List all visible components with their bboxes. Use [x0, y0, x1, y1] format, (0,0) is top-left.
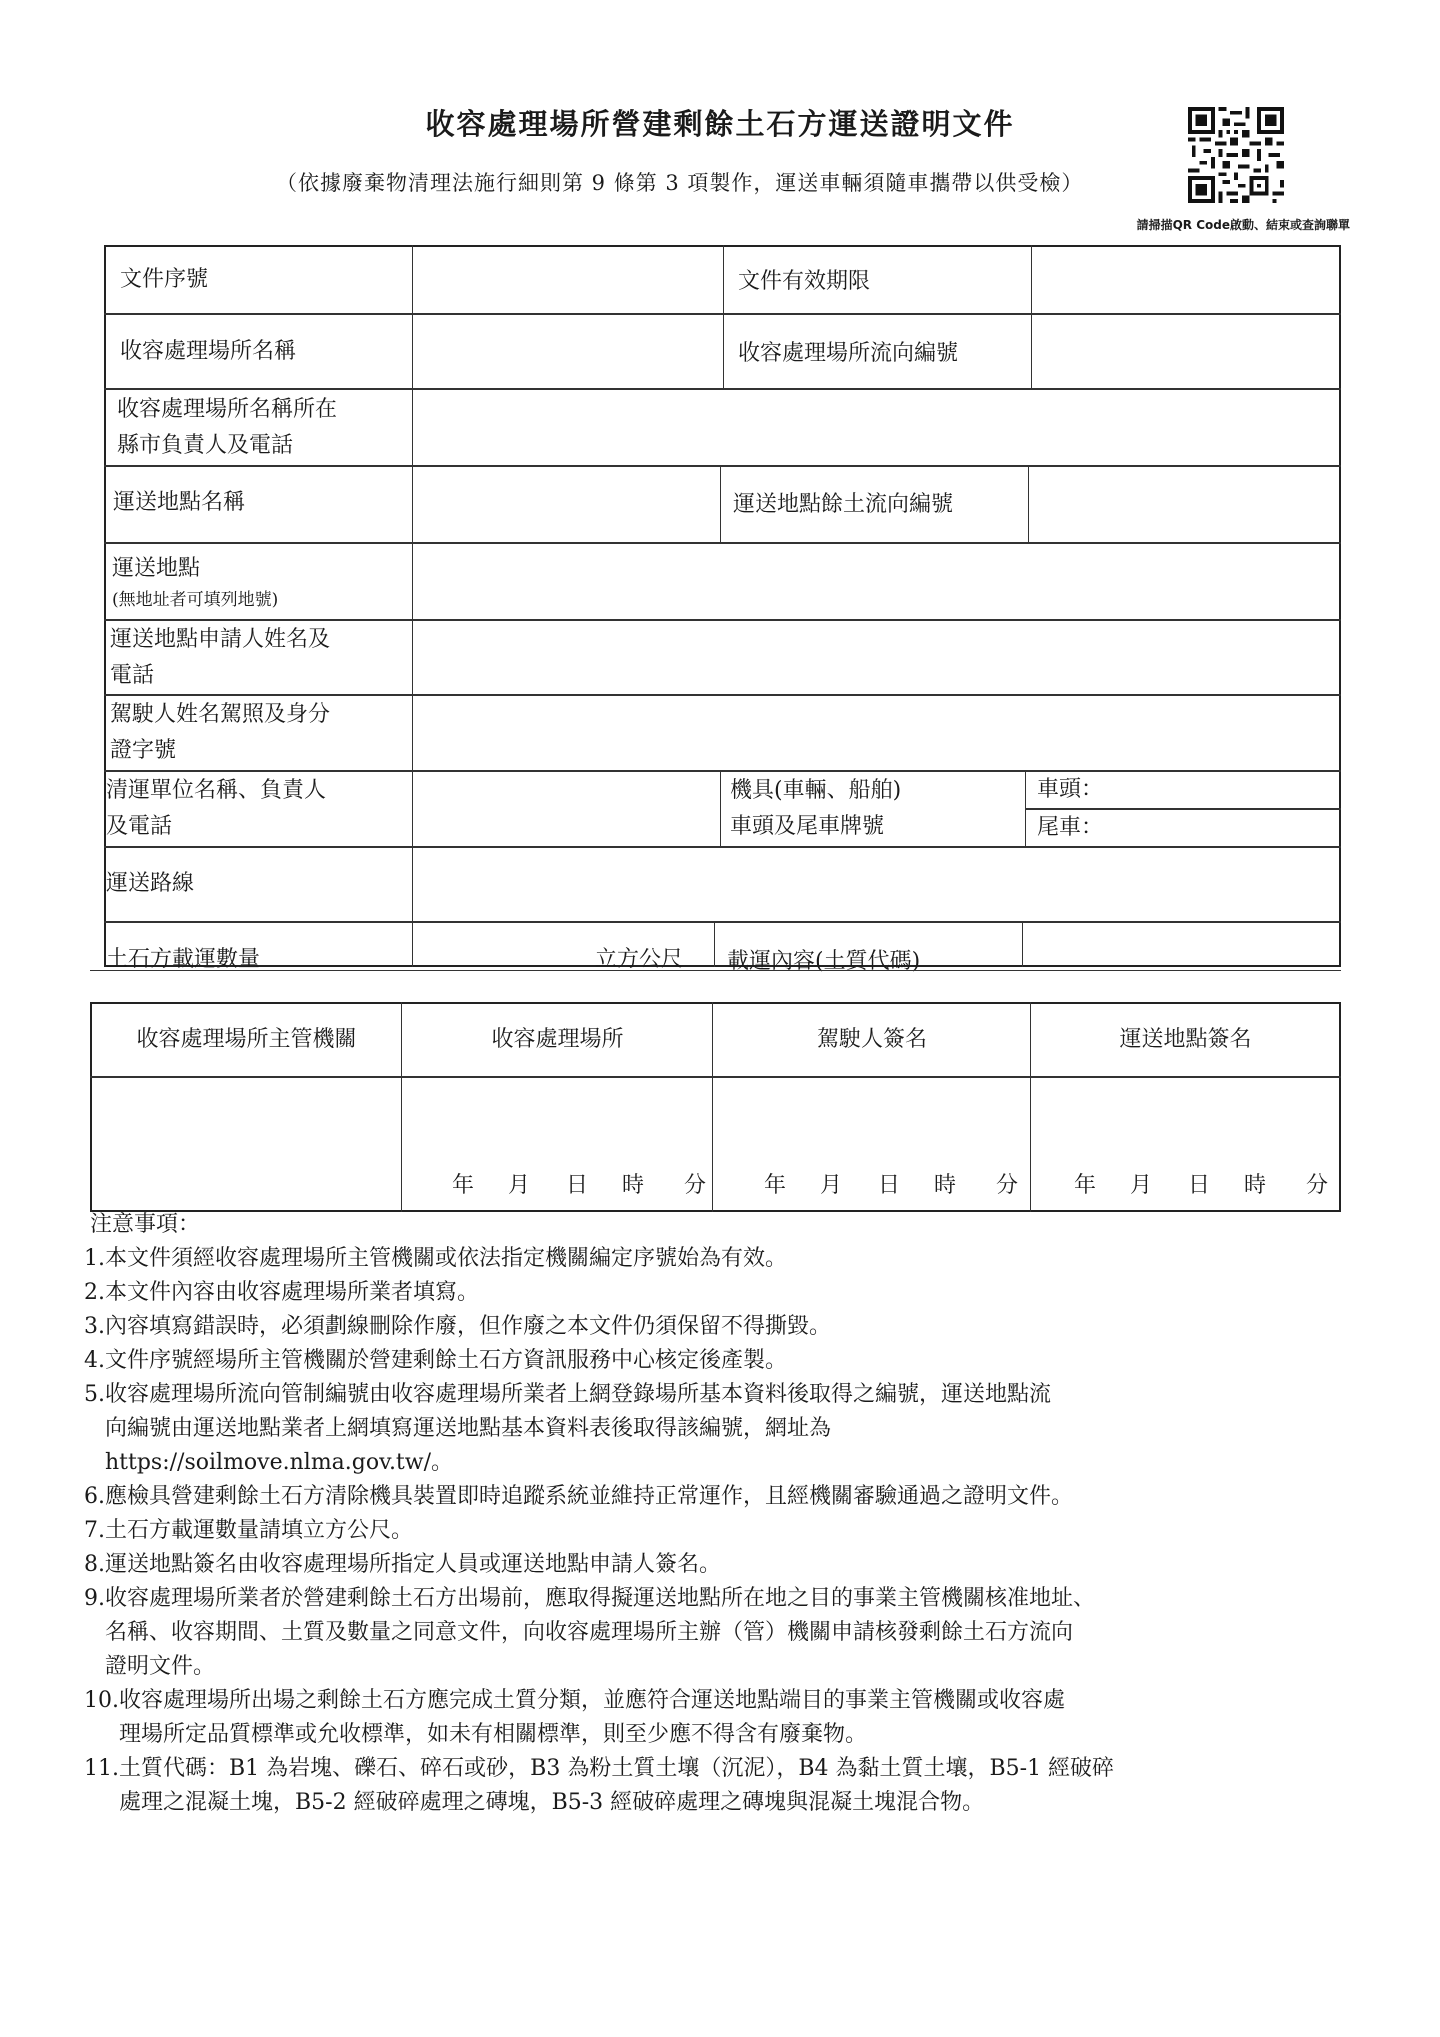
note-item — [84, 1276, 1384, 1310]
quantity-label: 土石方載運數量 — [106, 947, 261, 972]
doc-serial-label: 文件序號 — [120, 267, 209, 292]
minute-unit: 分 — [684, 1173, 707, 1198]
col-divider — [1031, 245, 1032, 388]
note-item — [84, 1752, 1384, 1820]
note-number: 2. — [84, 1280, 105, 1305]
note-text-line: 收容處理場所出場之剩餘土石方應完成土質分類，並應符合運送地點端目的事業主管機關或收容處 — [119, 1688, 1066, 1713]
tractor-plate-label: 車頭： — [1037, 777, 1104, 802]
note-item — [84, 1344, 1384, 1378]
row-divider — [90, 970, 1341, 971]
note-item — [84, 1514, 1384, 1548]
month-unit: 月 — [820, 1173, 843, 1198]
note-item — [84, 1684, 1384, 1752]
applicant-label — [110, 621, 330, 694]
qr-caption: 請掃描QR Code啟動、結束或查詢聯單 — [1136, 218, 1350, 232]
applicant-label-line1: 運送地點申請人姓名及 — [110, 626, 331, 652]
driver-info-label — [110, 696, 330, 770]
trailer-plate-label: 尾車： — [1037, 815, 1104, 840]
facility-name-field[interactable] — [414, 315, 721, 388]
year-unit: 年 — [1074, 1173, 1097, 1198]
content-code-label: 載運內容(土質代碼) — [727, 949, 921, 974]
col-divider — [1022, 921, 1023, 967]
year-unit: 年 — [764, 1173, 787, 1198]
hauler-label-line2: 及電話 — [106, 814, 173, 839]
facility-location-label — [117, 390, 337, 465]
notes-section — [84, 1208, 1384, 1820]
note-text-line: 收容處理場所業者於營建剩餘土石方出場前，應取得擬運送地點所在地之目的事業主管機關核准地址、 — [105, 1586, 1096, 1611]
col-divider — [401, 1002, 402, 1212]
tractor-plate-field[interactable] — [1037, 772, 1339, 808]
note-text-line: 向編號由運送地點業者上網填寫運送地點基本資料表後取得該編號，網址為 — [105, 1416, 832, 1441]
note-text-line: 運送地點簽名由收容處理場所指定人員或運送地點申請人簽名。 — [105, 1552, 722, 1577]
facility-name-label: 收容處理場所名稱 — [120, 339, 297, 364]
vehicle-plate-label — [730, 772, 901, 846]
note-text-line: 本文件須經收容處理場所主管機關或依法指定機關編定序號始為有效。 — [105, 1246, 788, 1271]
note-text-line: 處理之混凝土塊，B5-2 經破碎處理之磚塊，B5-3 經破碎處理之磚塊與混凝土塊混合物。 — [119, 1790, 985, 1815]
note-item — [84, 1480, 1384, 1514]
col-divider — [720, 465, 721, 542]
driver-info-label-line2: 證字號 — [110, 738, 177, 763]
note-text-line: 本文件內容由收容處理場所業者填寫。 — [105, 1280, 480, 1305]
facility-sign-header: 收容處理場所 — [491, 1027, 624, 1052]
doc-serial-field[interactable] — [414, 247, 721, 313]
note-number: 9. — [84, 1586, 105, 1611]
day-unit: 日 — [566, 1173, 589, 1198]
col-divider — [412, 245, 413, 967]
note-item — [84, 1242, 1384, 1276]
quantity-field[interactable] — [414, 923, 614, 967]
site-address-note: (無地址者可填列地號) — [112, 589, 279, 610]
facility-location-label-line1: 收容處理場所名稱所在 — [117, 396, 338, 422]
note-number: 5. — [84, 1382, 105, 1407]
year-unit: 年 — [452, 1173, 475, 1198]
note-number: 7. — [84, 1518, 105, 1543]
site-flow-no-label: 運送地點餘土流向編號 — [733, 492, 954, 517]
vehicle-plate-label-line1: 機具(車輛、船舶) — [730, 778, 902, 803]
document-subtitle: （依據廢棄物清理法施行細則第 9 條第 3 項製作，運送車輛須隨車攜帶以供受檢） — [276, 171, 1084, 195]
route-label: 運送路線 — [106, 871, 195, 896]
col-divider — [714, 921, 715, 967]
note-item — [84, 1310, 1384, 1344]
note-item — [84, 1378, 1384, 1480]
col-divider — [720, 770, 721, 846]
note-number: 11. — [84, 1756, 119, 1781]
hour-unit: 時 — [622, 1173, 645, 1198]
note-number: 6. — [84, 1484, 105, 1509]
hauler-label-line1: 清運單位名稱、負責人 — [106, 778, 327, 803]
document-title: 收容處理場所營建剩餘土石方運送證明文件 — [425, 107, 1015, 141]
hauler-field[interactable] — [414, 772, 719, 846]
trailer-plate-field[interactable] — [1037, 810, 1339, 846]
col-divider — [712, 1002, 713, 1212]
col-divider — [1025, 770, 1026, 846]
content-code-field[interactable] — [1024, 923, 1339, 967]
note-text-line: 土質代碼：B1 為岩塊、礫石、碎石或砂，B3 為粉土質土壤（沉泥），B4 為黏土質土壤，B5-1 經破碎 — [119, 1756, 1115, 1781]
col-divider — [1030, 1002, 1031, 1212]
note-text-line: 名稱、收容期間、土質及數量之同意文件，向收容處理場所主辦（管）機關申請核發剩餘土石方流向 — [105, 1620, 1074, 1645]
hour-unit: 時 — [1244, 1173, 1267, 1198]
day-unit: 日 — [1188, 1173, 1211, 1198]
notes-list — [84, 1242, 1384, 1820]
note-text-line: 文件序號經場所主管機關於營建剩餘土石方資訊服務中心核定後產製。 — [105, 1348, 788, 1373]
hour-unit: 時 — [934, 1173, 957, 1198]
note-number: 4. — [84, 1348, 105, 1373]
note-text-line: 土石方載運數量請填立方公尺。 — [105, 1518, 414, 1543]
month-unit: 月 — [1130, 1173, 1153, 1198]
minute-unit: 分 — [1306, 1173, 1329, 1198]
note-item — [84, 1548, 1384, 1582]
notes-heading: 注意事項： — [90, 1212, 201, 1237]
site-sign-header: 運送地點簽名 — [1119, 1027, 1252, 1052]
site-name-label: 運送地點名稱 — [113, 490, 246, 515]
day-unit: 日 — [878, 1173, 901, 1198]
site-flow-no-field[interactable] — [1030, 467, 1339, 542]
driver-sign-datetime — [764, 1168, 1018, 1199]
note-number: 1. — [84, 1246, 105, 1271]
site-address-label-line1: 運送地點 — [112, 555, 201, 581]
route-field[interactable] — [414, 848, 1339, 921]
note-text-line: 內容填寫錯誤時，必須劃線刪除作廢，但作廢之本文件仍須保留不得撕毀。 — [105, 1314, 832, 1339]
note-text-line: 收容處理場所流向管制編號由收容處理場所業者上網登錄場所基本資料後取得之編號，運送地點流 — [105, 1382, 1052, 1407]
authority-sign-header: 收容處理場所主管機關 — [136, 1027, 357, 1052]
note-text-line: 證明文件。 — [105, 1654, 216, 1679]
note-text-line: https://soilmove.nlma.gov.tw/。 — [105, 1450, 454, 1475]
note-text-line: 理場所定品質標準或允收標準，如未有相關標準，則至少應不得含有廢棄物。 — [119, 1722, 868, 1747]
doc-validity-field[interactable] — [1033, 247, 1339, 313]
site-address-label — [112, 544, 278, 619]
col-divider — [1028, 465, 1029, 542]
minute-unit: 分 — [996, 1173, 1019, 1198]
month-unit: 月 — [508, 1173, 531, 1198]
site-name-field[interactable] — [414, 467, 719, 542]
col-divider — [723, 245, 724, 388]
facility-flow-no-field[interactable] — [1033, 315, 1339, 388]
facility-sign-datetime — [452, 1168, 706, 1199]
note-text-line: 應檢具營建剩餘土石方清除機具裝置即時追蹤系統並維持正常運作，且經機關審驗通過之證明文件。 — [105, 1484, 1074, 1509]
note-item — [84, 1582, 1384, 1684]
facility-location-field[interactable] — [414, 390, 1339, 465]
site-sign-datetime — [1074, 1168, 1328, 1199]
note-number: 3. — [84, 1314, 105, 1339]
authority-sign-field[interactable] — [92, 1078, 401, 1210]
site-address-field[interactable] — [414, 544, 1339, 619]
note-number: 8. — [84, 1552, 105, 1577]
note-number: 10. — [84, 1688, 119, 1713]
facility-flow-no-label: 收容處理場所流向編號 — [738, 341, 959, 366]
doc-validity-label: 文件有效期限 — [738, 269, 871, 294]
facility-location-label-line2: 縣市負責人及電話 — [117, 432, 294, 458]
qr-code-icon[interactable] — [1188, 107, 1284, 203]
quantity-unit: 立方公尺 — [595, 947, 684, 972]
applicant-label-line2: 電話 — [110, 662, 155, 688]
driver-info-field[interactable] — [414, 696, 1339, 770]
applicant-field[interactable] — [414, 621, 1339, 694]
hauler-label — [106, 772, 326, 846]
driver-info-label-line1: 駕駛人姓名駕照及身分 — [110, 702, 331, 727]
driver-sign-header: 駕駛人簽名 — [816, 1027, 927, 1052]
vehicle-plate-label-line2: 車頭及尾車牌號 — [730, 814, 885, 839]
